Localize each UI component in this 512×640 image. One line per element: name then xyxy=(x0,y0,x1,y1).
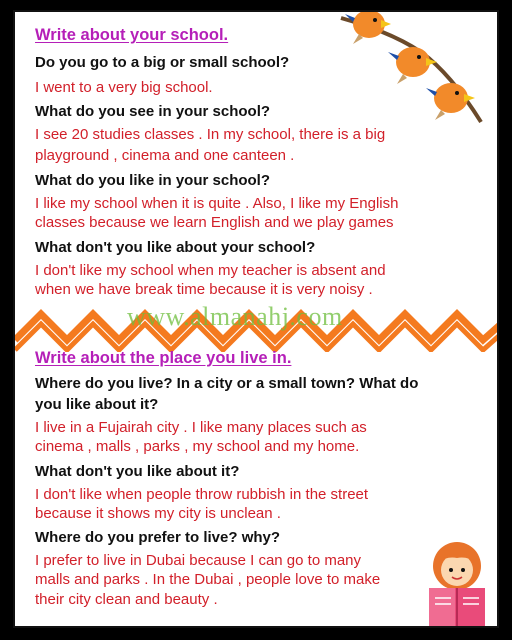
answer: when we have break time because it is very noisy . xyxy=(35,281,373,298)
reading-girl-icon xyxy=(417,536,497,626)
answer: I like my school when it is quite . Also, I like my English xyxy=(35,195,399,212)
answer: classes because we learn English and we play games xyxy=(35,214,394,231)
watermark: www.almanahj.com xyxy=(127,302,343,331)
question: What don't you like about it? xyxy=(35,463,240,480)
question: What don't you like about your school? xyxy=(35,239,316,256)
answer: I prefer to live in Dubai because I can go to many xyxy=(35,552,362,569)
answer: their city clean and beauty . xyxy=(35,591,218,608)
answer: I went to a very big school. xyxy=(35,79,213,96)
question: you like about it? xyxy=(35,396,159,413)
answer: I don't like when people throw rubbish in the street xyxy=(35,486,369,503)
answer: because it shows my city is unclean . xyxy=(35,505,281,522)
question: Where do you live? In a city or a small town? What do xyxy=(35,375,419,392)
answer: I see 20 studies classes . In my school, there is a big xyxy=(35,126,386,143)
answer: malls and parks . In the Dubai , people love to make xyxy=(35,571,381,588)
worksheet xyxy=(13,10,499,628)
section-title-school: Write about your school. xyxy=(35,26,229,44)
question: What do you see in your school? xyxy=(35,103,271,120)
answer: I live in a Fujairah city . I like many places such as xyxy=(35,419,367,436)
section-title-place: Write about the place you live in. xyxy=(35,349,292,367)
answer: cinema , malls , parks , my school and my home. xyxy=(35,438,360,455)
answer: I don't like my school when my teacher is absent and xyxy=(35,262,386,279)
question: Do you go to a big or small school? xyxy=(35,54,290,71)
question: Where do you prefer to live? why? xyxy=(35,529,281,546)
answer: playground , cinema and one canteen . xyxy=(35,147,295,164)
question: What do you like in your school? xyxy=(35,172,271,189)
